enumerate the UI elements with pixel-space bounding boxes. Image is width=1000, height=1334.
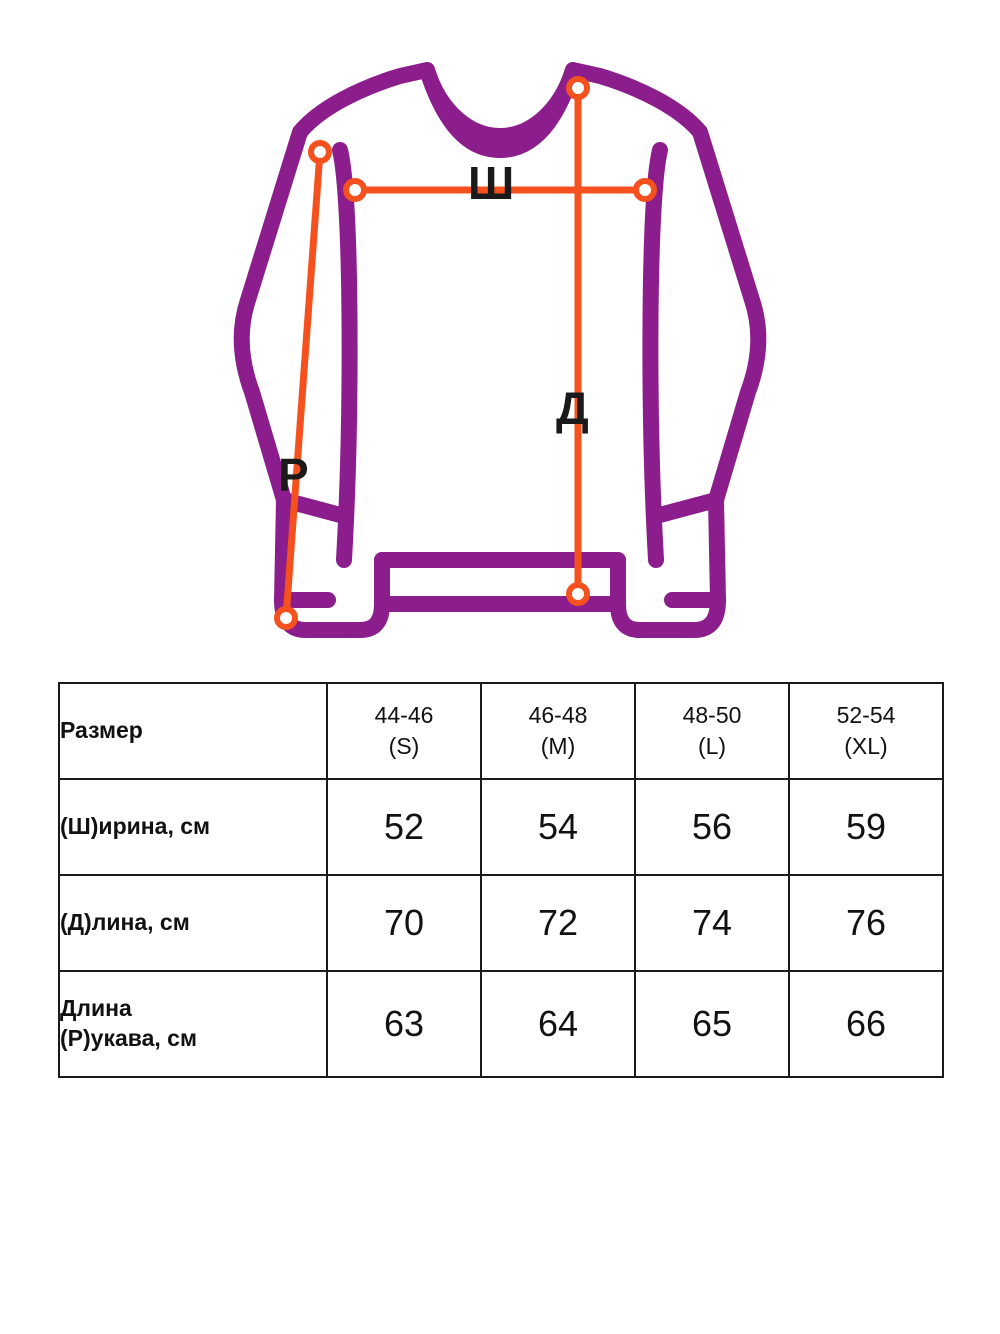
row-label-width: (Ш)ирина, см	[59, 779, 327, 875]
table-column-header-m	[481, 683, 635, 779]
sleeve-start-dot	[311, 143, 329, 161]
table-corner-label: Размер	[59, 683, 327, 779]
row-label-length: (Д)лина, см	[59, 875, 327, 971]
cell-length-s: 70	[327, 875, 481, 971]
cell-sleeve-s: 63	[327, 971, 481, 1077]
column-header-letter: (S)	[388, 733, 420, 759]
column-header-range: 48-50	[682, 701, 742, 728]
table-header-row	[59, 683, 943, 779]
length-end-dot	[569, 585, 587, 603]
column-header-range: 44-46	[374, 701, 434, 728]
cell-sleeve-l: 65	[635, 971, 789, 1077]
cell-width-xl: 59	[789, 779, 943, 875]
cell-length-xl: 76	[789, 875, 943, 971]
sleeve-label: Р	[278, 449, 309, 501]
table-column-header-l	[635, 683, 789, 779]
sleeve-measure-line	[286, 152, 320, 618]
column-header-range: 52-54	[836, 701, 896, 728]
cell-width-s: 52	[327, 779, 481, 875]
column-header-letter: (M)	[540, 733, 576, 759]
garment-diagram	[0, 0, 1000, 660]
cell-length-l: 74	[635, 875, 789, 971]
width-label: Ш	[468, 157, 515, 209]
cell-width-m: 54	[481, 779, 635, 875]
width-end-dot	[636, 181, 654, 199]
table-column-header-xl	[789, 683, 943, 779]
size-chart-table	[58, 682, 944, 1078]
size-table-container	[58, 682, 942, 1078]
column-header-letter: (L)	[697, 733, 727, 759]
column-header-range: 46-48	[528, 701, 588, 728]
measurement-endpoints	[277, 79, 654, 627]
table-row-sleeve	[59, 971, 943, 1077]
cell-length-m: 72	[481, 875, 635, 971]
table-row-length	[59, 875, 943, 971]
row-label-sleeve-line2: (Р)укава, см	[60, 1025, 197, 1051]
cell-width-l: 56	[635, 779, 789, 875]
length-label: Д	[556, 382, 589, 434]
row-label-sleeve-line1: Длина	[60, 995, 132, 1022]
cell-sleeve-xl: 66	[789, 971, 943, 1077]
row-label-sleeve	[59, 971, 327, 1077]
table-row-width	[59, 779, 943, 875]
column-header-letter: (XL)	[844, 733, 888, 759]
width-start-dot	[346, 181, 364, 199]
sleeve-end-dot	[277, 609, 295, 627]
sweatshirt-outline-svg	[0, 0, 1000, 660]
table-column-header-s	[327, 683, 481, 779]
length-start-dot	[569, 79, 587, 97]
cell-sleeve-m: 64	[481, 971, 635, 1077]
